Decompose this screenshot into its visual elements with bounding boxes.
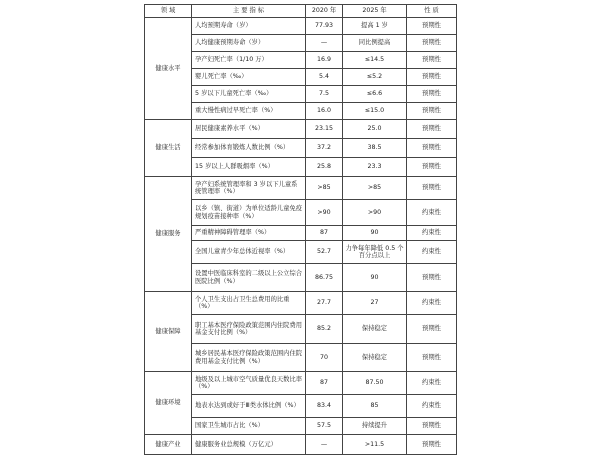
value-2025: 保持稳定: [343, 344, 407, 372]
value-2020: 87: [306, 372, 343, 395]
table-row: [145, 177, 457, 200]
header-2025: 2025 年: [343, 5, 407, 18]
value-2025: 85: [343, 395, 407, 418]
indicator-name: 城乡居民基本医疗保险政策范围内住院费用基金支付比例（%）: [192, 344, 306, 372]
indicator-name: 孕产妇死亡率（1/10 万）: [192, 52, 306, 69]
indicator-name: 经常参加体育锻炼人数比例（%）: [192, 139, 306, 158]
table-row: [145, 241, 457, 264]
domain-cell-health-industry: 健康产业: [145, 435, 192, 455]
value-2020: 77.93: [306, 18, 343, 35]
value-2025: ≤15.0: [343, 103, 407, 120]
value-2020: —: [306, 435, 343, 455]
value-2020: —: [306, 35, 343, 52]
table-row: [145, 158, 457, 177]
indicator-name: 5 岁以下儿童死亡率（‰）: [192, 86, 306, 103]
domain-cell-healthy-living: 健康生活: [145, 120, 192, 177]
indicator-name: 国家卫生城市占比（%）: [192, 418, 306, 435]
indicator-name: 健康服务业总规模（万亿元）: [192, 435, 306, 455]
indicator-name: 15 岁以上人群吸烟率（%）: [192, 158, 306, 177]
value-2020: 85.2: [306, 315, 343, 344]
value-2025: 保持稳定: [343, 315, 407, 344]
nature-cell: 预期性: [407, 418, 457, 435]
value-2025: 90: [343, 226, 407, 241]
nature-cell: 预期性: [407, 158, 457, 177]
indicator-name: 孕产妇系统管理率和 3 岁以下儿童系统管理率（%）: [192, 177, 306, 200]
table-header-row: [145, 5, 457, 18]
value-2020: 16.0: [306, 103, 343, 120]
indicator-name: 个人卫生支出占卫生总费用的比重（%）: [192, 292, 306, 315]
value-2020: 70: [306, 344, 343, 372]
domain-cell-health-environment: 健康环境: [145, 372, 192, 435]
value-2020: 23.15: [306, 120, 343, 139]
nature-cell: 约束性: [407, 241, 457, 264]
value-2020: 87: [306, 226, 343, 241]
value-2025: >11.5: [343, 435, 407, 455]
value-2025: ≤6.6: [343, 86, 407, 103]
table-row: [145, 35, 457, 52]
value-2025: 同比例提高: [343, 35, 407, 52]
table-row: [145, 292, 457, 315]
value-2020: >85: [306, 177, 343, 200]
nature-cell: 约束性: [407, 292, 457, 315]
indicator-name: 以乡（镇、街道）为单位适龄儿童免疫规划疫苗接种率（%）: [192, 200, 306, 226]
value-2020: 25.8: [306, 158, 343, 177]
value-2025: ≤5.2: [343, 69, 407, 86]
header-indicator: 主 要 指 标: [192, 5, 306, 18]
table-row: [145, 120, 457, 139]
table-row: [145, 264, 457, 292]
table-row: [145, 103, 457, 120]
value-2025: 27: [343, 292, 407, 315]
value-2020: 86.75: [306, 264, 343, 292]
table-row: [145, 86, 457, 103]
nature-cell: 预期性: [407, 86, 457, 103]
value-2025: 25.0: [343, 120, 407, 139]
value-2025: 提高 1 岁: [343, 18, 407, 35]
indicator-table: [144, 4, 457, 455]
nature-cell: 约束性: [407, 395, 457, 418]
table-row: [145, 435, 457, 455]
value-2020: 57.5: [306, 418, 343, 435]
nature-cell: 预期性: [407, 52, 457, 69]
indicator-name: 婴儿死亡率（‰）: [192, 69, 306, 86]
value-2025: 力争每年降低 0.5 个百分点以上: [343, 241, 407, 264]
value-2020: 83.4: [306, 395, 343, 418]
nature-cell: 预期性: [407, 315, 457, 344]
table-row: [145, 418, 457, 435]
table-row: [145, 18, 457, 35]
table-row: [145, 69, 457, 86]
nature-cell: 预期性: [407, 18, 457, 35]
indicator-name: 居民健康素养水平（%）: [192, 120, 306, 139]
nature-cell: 约束性: [407, 200, 457, 226]
nature-cell: 预期性: [407, 35, 457, 52]
value-2020: 7.5: [306, 86, 343, 103]
nature-cell: 预期性: [407, 69, 457, 86]
value-2025: 87.50: [343, 372, 407, 395]
value-2025: 38.5: [343, 139, 407, 158]
indicator-name: 设置中医临床科室的二级以上公立综合医院比例（%）: [192, 264, 306, 292]
table-row: [145, 200, 457, 226]
indicator-name: 职工基本医疗保险政策范围内住院费用基金支付比例（%）: [192, 315, 306, 344]
indicator-name: 地级及以上城市空气质量优良天数比率（%）: [192, 372, 306, 395]
value-2020: >90: [306, 200, 343, 226]
value-2020: 16.9: [306, 52, 343, 69]
nature-cell: 预期性: [407, 344, 457, 372]
domain-cell-health-security: 健康保障: [145, 292, 192, 372]
value-2025: >90: [343, 200, 407, 226]
value-2020: 5.4: [306, 69, 343, 86]
table-row: [145, 139, 457, 158]
header-2020: 2020 年: [306, 5, 343, 18]
indicator-name: 重大慢性病过早死亡率（%）: [192, 103, 306, 120]
table-row: [145, 344, 457, 372]
indicator-name: 严重精神障碍管理率（%）: [192, 226, 306, 241]
indicator-name: 地表水达到或好于Ⅲ类水体比例（%）: [192, 395, 306, 418]
table-row: [145, 372, 457, 395]
table-row: [145, 315, 457, 344]
indicator-name: 全国儿童青少年总体近视率（%）: [192, 241, 306, 264]
table-row: [145, 52, 457, 69]
nature-cell: 约束性: [407, 226, 457, 241]
domain-cell-health-level: 健康水平: [145, 18, 192, 120]
nature-cell: 预期性: [407, 103, 457, 120]
nature-cell: 预期性: [407, 177, 457, 200]
nature-cell: 预期性: [407, 120, 457, 139]
value-2025: 23.3: [343, 158, 407, 177]
value-2025: >85: [343, 177, 407, 200]
nature-cell: 预期性: [407, 139, 457, 158]
nature-cell: 约束性: [407, 372, 457, 395]
nature-cell: 预期性: [407, 264, 457, 292]
indicator-name: 人均预期寿命（岁）: [192, 18, 306, 35]
table-row: [145, 226, 457, 241]
header-nature: 性 质: [407, 5, 457, 18]
value-2025: 90: [343, 264, 407, 292]
value-2020: 27.7: [306, 292, 343, 315]
domain-cell-health-services: 健康服务: [145, 177, 192, 292]
table-row: [145, 395, 457, 418]
value-2025: 持续提升: [343, 418, 407, 435]
value-2020: 37.2: [306, 139, 343, 158]
indicator-name: 人均健康预期寿命（岁）: [192, 35, 306, 52]
header-domain: 领 域: [145, 5, 192, 18]
value-2025: ≤14.5: [343, 52, 407, 69]
value-2020: 52.7: [306, 241, 343, 264]
nature-cell: 预期性: [407, 435, 457, 455]
